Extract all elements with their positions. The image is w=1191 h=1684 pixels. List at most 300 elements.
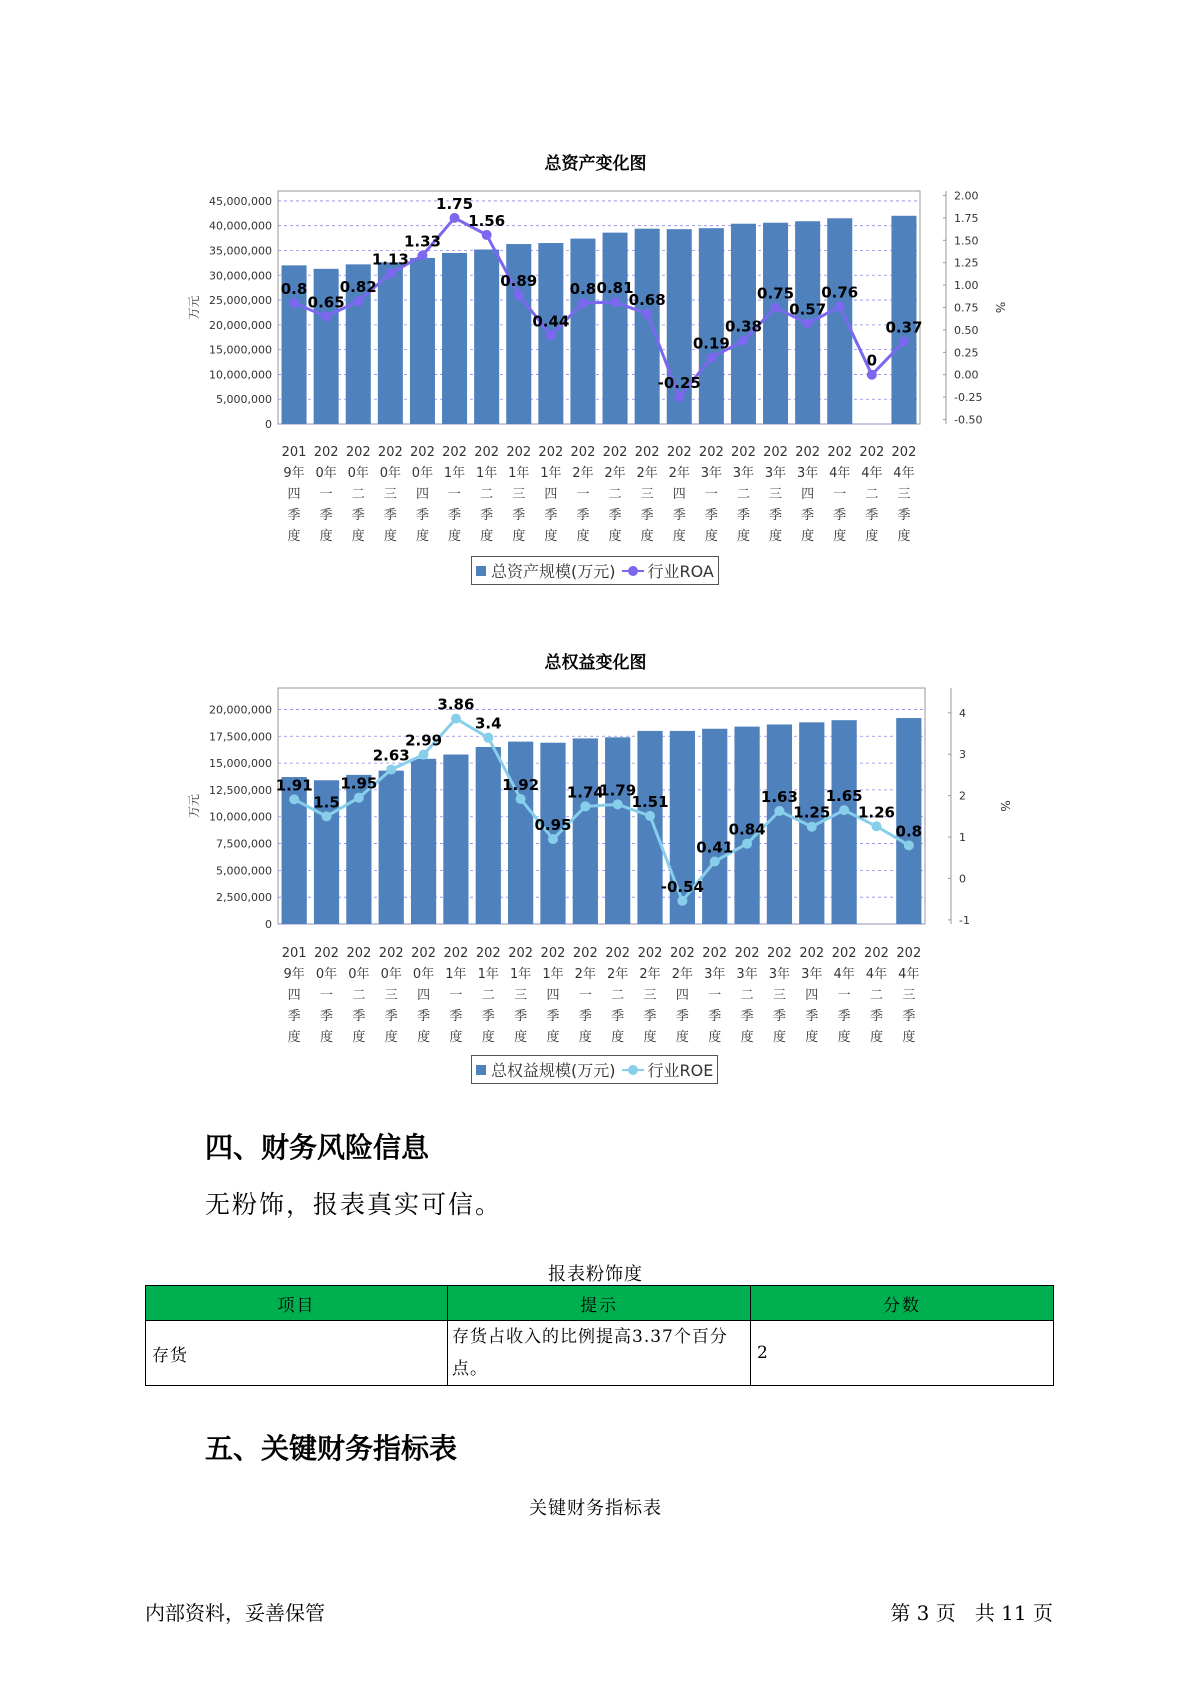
x-tick-label: 202 [345, 445, 371, 460]
x-tick-label: 1年 [542, 967, 564, 982]
x-tick-label: 季 [865, 508, 879, 523]
x-tick-label: 0年 [379, 466, 401, 481]
data-label: 0.8 [280, 280, 308, 299]
x-tick-label: 度 [801, 529, 815, 544]
x-tick-label: 二 [351, 487, 365, 502]
x-tick-label: 度 [417, 1030, 431, 1045]
x-tick-label: 202 [799, 946, 825, 961]
x-tick-label: 1年 [445, 967, 467, 982]
x-tick-label: 4年 [833, 967, 855, 982]
x-tick-label: 度 [544, 529, 558, 544]
header-hint: 提示 [448, 1286, 751, 1321]
x-tick-label: 2年 [636, 466, 658, 481]
data-label: 0.65 [307, 293, 345, 312]
x-tick-label: 1年 [509, 967, 532, 982]
x-tick-label: 二 [869, 988, 883, 1003]
x-tick-label: 202 [475, 946, 501, 961]
x-tick-label: 度 [902, 1030, 916, 1045]
x-tick-label: 二 [736, 487, 750, 502]
x-tick-label: 度 [384, 1030, 398, 1045]
x-tick-label: 202 [378, 946, 404, 961]
data-label: 0.8 [569, 280, 597, 299]
x-tick-label: 一 [449, 988, 463, 1003]
x-tick-label: 0年 [411, 466, 434, 481]
line-point [803, 319, 813, 329]
footer-right: 第 3 页 共 11 页 [890, 1601, 1053, 1625]
x-tick-label: 度 [643, 1030, 657, 1045]
x-tick-label: 202 [767, 946, 792, 961]
x-tick-label: 3年 [801, 967, 823, 982]
x-tick-label: 202 [540, 946, 566, 961]
x-tick-label: 季 [708, 1009, 722, 1024]
x-tick-label: 度 [897, 529, 911, 544]
x-tick-label: 季 [837, 1009, 851, 1024]
line-point [321, 311, 331, 321]
x-tick-label: 202 [666, 445, 692, 460]
x-tick-label: 度 [611, 1030, 625, 1045]
data-label: 0 [866, 351, 878, 370]
x-tick-label: 3年 [700, 466, 722, 481]
data-label: 3.4 [474, 714, 502, 733]
data-label: 1.91 [275, 776, 313, 795]
x-tick-label: 二 [608, 487, 622, 502]
legend-equity [471, 1055, 718, 1084]
chart-total-assets [0, 175, 1191, 575]
x-tick-label: 202 [637, 946, 663, 961]
line-point [548, 834, 558, 844]
line-point [835, 302, 845, 312]
data-label: 1.56 [468, 211, 506, 230]
x-tick-label: 季 [546, 1009, 560, 1024]
data-label: 1.51 [631, 792, 669, 811]
x-tick-label: 三 [383, 487, 397, 502]
x-tick-label: 二 [480, 487, 494, 502]
x-tick-label: 度 [740, 1030, 754, 1045]
y-tick-label: 35,000,000 [209, 244, 272, 258]
x-tick-label: 季 [514, 1009, 528, 1024]
x-tick-label: 四 [801, 487, 815, 502]
key-table-caption: 关键财务指标表 [529, 1498, 662, 1519]
bar [827, 218, 852, 424]
y-tick-label: 17,500,000 [209, 730, 272, 744]
y-axis-title: 万元 [187, 295, 201, 320]
x-tick-label: 一 [448, 487, 462, 502]
bar [508, 742, 533, 924]
risk-table [145, 1285, 1054, 1386]
x-tick-label: 季 [805, 1009, 819, 1024]
x-tick-label: 四 [417, 988, 431, 1003]
bar [635, 229, 660, 424]
bar [442, 253, 467, 424]
x-tick-label: 1年 [476, 466, 498, 481]
x-tick-label: 度 [869, 1030, 883, 1045]
x-tick-label: 202 [506, 445, 532, 460]
data-label: 1.92 [502, 775, 540, 794]
x-tick-label: 度 [320, 1030, 334, 1045]
x-tick-label: 202 [831, 946, 857, 961]
line-point [738, 336, 748, 346]
bar [474, 249, 499, 424]
x-tick-label: 度 [480, 529, 494, 544]
legend-line-swatch [622, 1065, 644, 1075]
x-tick-label: 度 [351, 529, 365, 544]
x-tick-label: 四 [287, 487, 301, 502]
x-tick-label: 度 [608, 529, 622, 544]
x-tick-label: 三 [384, 988, 398, 1003]
x-tick-label: 三 [643, 988, 657, 1003]
x-tick-label: 季 [643, 1009, 657, 1024]
x-tick-label: 2年 [671, 967, 694, 982]
x-tick-label: 季 [384, 1009, 398, 1024]
legend-line-label: 行业ROE [647, 1061, 714, 1080]
x-tick-label: 3年 [797, 466, 819, 481]
x-tick-label: 202 [474, 445, 500, 460]
data-label: -0.25 [657, 374, 701, 393]
y2-tick-label: 0 [959, 872, 966, 886]
data-label: 0.8 [895, 822, 923, 841]
y-tick-label: 5,000,000 [216, 864, 272, 878]
data-label: 1.75 [436, 194, 474, 213]
x-tick-label: 度 [837, 1030, 851, 1045]
line-point [419, 750, 429, 760]
y2-tick-label: 1.50 [954, 234, 979, 248]
legend-bar-label: 总资产规模(万元) [491, 562, 616, 581]
x-tick-label: 1年 [443, 466, 466, 481]
line-point [450, 213, 460, 223]
x-tick-label: 202 [313, 445, 339, 460]
line-point [742, 839, 752, 849]
x-tick-label: 度 [833, 529, 847, 544]
data-label: 0.81 [596, 279, 634, 298]
x-tick-label: 3年 [768, 967, 791, 982]
data-label: 0.19 [692, 334, 730, 353]
line-point [385, 268, 395, 278]
x-tick-label: 四 [415, 487, 429, 502]
cell-score: 2 [751, 1321, 1054, 1386]
x-tick-label: 202 [698, 445, 724, 460]
x-tick-label: 0年 [315, 967, 338, 982]
data-label: 1.63 [760, 787, 798, 806]
line-point [645, 811, 655, 821]
x-tick-label: 9年 [283, 967, 305, 982]
x-tick-label: 202 [605, 946, 631, 961]
y-tick-label: 45,000,000 [209, 194, 272, 208]
line-point [580, 801, 590, 811]
bar [379, 771, 404, 924]
x-tick-label: 2年 [574, 967, 596, 982]
x-tick-label: 202 [734, 946, 760, 961]
x-tick-label: 0年 [412, 967, 435, 982]
x-tick-label: 季 [383, 508, 397, 523]
data-label: 0.57 [789, 300, 827, 319]
data-label: 3.86 [437, 695, 475, 714]
x-tick-label: 度 [675, 1030, 689, 1045]
x-tick-label: 202 [602, 445, 628, 460]
x-tick-label: 三 [897, 487, 911, 502]
legend-line-swatch [622, 566, 644, 576]
x-tick-label: 一 [320, 988, 334, 1003]
x-tick-label: 0年 [347, 466, 369, 481]
line-point [386, 765, 396, 775]
x-tick-label: 四 [672, 487, 686, 502]
line-point [771, 303, 781, 313]
x-tick-label: 202 [896, 946, 922, 961]
bar [767, 724, 792, 924]
y2-tick-label: 2.00 [954, 189, 979, 203]
x-tick-label: 202 [443, 946, 469, 961]
x-tick-label: 季 [640, 508, 654, 523]
y2-axis-title: % [993, 301, 1007, 314]
data-label: 0.82 [339, 278, 377, 297]
bar [573, 738, 598, 924]
x-tick-label: 4年 [865, 967, 888, 982]
line-point [706, 353, 716, 363]
line-point [774, 806, 784, 816]
y-tick-label: 12,500,000 [209, 783, 272, 797]
bar [603, 233, 628, 424]
y2-tick-label: -0.25 [954, 391, 983, 405]
legend-bar-swatch [476, 1065, 486, 1075]
data-label: 0.37 [885, 318, 923, 337]
y2-tick-label: 0.25 [954, 346, 979, 360]
x-tick-label: 季 [352, 1009, 366, 1024]
x-tick-label: 度 [352, 1030, 366, 1045]
x-tick-label: 202 [827, 445, 853, 460]
legend-bar-label: 总权益规模(万元) [491, 1061, 616, 1080]
x-tick-label: 4年 [861, 466, 883, 481]
data-label: 2.63 [372, 746, 410, 765]
y2-tick-label: 1.00 [954, 279, 979, 293]
x-tick-label: 202 [346, 946, 372, 961]
line-point [867, 370, 877, 380]
line-point [871, 821, 881, 831]
legend-bar-swatch [476, 566, 486, 576]
x-tick-label: 四 [675, 988, 689, 1003]
line-point [289, 298, 299, 308]
x-tick-label: 二 [611, 988, 625, 1003]
legend-assets [471, 556, 719, 585]
y-tick-label: 7,500,000 [216, 837, 272, 851]
line-point [677, 896, 687, 906]
x-tick-label: 季 [769, 508, 783, 523]
y-tick-label: 0 [265, 918, 272, 931]
x-tick-label: 度 [287, 1030, 301, 1045]
x-tick-label: 4年 [898, 967, 920, 982]
x-tick-label: 三 [769, 487, 783, 502]
x-tick-label: 二 [352, 988, 366, 1003]
x-tick-label: 0年 [380, 967, 402, 982]
x-tick-label: 202 [731, 445, 756, 460]
bar [378, 262, 403, 424]
x-tick-label: 季 [320, 1009, 334, 1024]
x-tick-label: 202 [859, 445, 885, 460]
x-tick-label: 季 [512, 508, 526, 523]
bar [314, 269, 339, 424]
x-tick-label: 季 [319, 508, 333, 523]
x-tick-label: 度 [514, 1030, 528, 1045]
bar [896, 718, 921, 924]
x-tick-label: 度 [772, 1030, 786, 1045]
x-tick-label: 季 [480, 508, 494, 523]
data-label: 1.65 [825, 787, 863, 806]
x-tick-label: 季 [833, 508, 847, 523]
x-tick-label: 季 [772, 1009, 786, 1024]
data-label: 1.13 [371, 250, 409, 269]
x-tick-label: 季 [672, 508, 686, 523]
x-tick-label: 度 [448, 529, 462, 544]
x-tick-label: 四 [546, 988, 560, 1003]
line-point [451, 714, 461, 724]
bar [410, 258, 435, 424]
section5-heading: 五、关键财务指标表 [205, 1432, 458, 1465]
x-tick-label: 三 [902, 988, 916, 1003]
bar [637, 731, 662, 924]
x-tick-label: 202 [377, 445, 403, 460]
y-tick-label: 20,000,000 [209, 318, 272, 332]
data-label: 0.89 [500, 271, 538, 290]
x-tick-label: 季 [902, 1009, 916, 1024]
x-tick-label: 度 [708, 1030, 722, 1045]
x-tick-label: 四 [544, 487, 558, 502]
x-tick-label: 度 [769, 529, 783, 544]
header-score: 分数 [751, 1286, 1054, 1321]
x-tick-label: 三 [640, 487, 654, 502]
bar [832, 720, 857, 924]
data-label: 1.5 [313, 793, 340, 812]
x-tick-label: 202 [763, 445, 788, 460]
x-tick-label: 季 [740, 1009, 754, 1024]
y-tick-label: 10,000,000 [209, 810, 272, 824]
x-tick-label: 度 [512, 529, 526, 544]
x-tick-label: 四 [287, 988, 301, 1003]
x-tick-label: 季 [287, 1009, 301, 1024]
y2-tick-label: -0.50 [954, 413, 983, 427]
x-tick-label: 一 [833, 487, 847, 502]
x-tick-label: 季 [449, 1009, 463, 1024]
x-tick-label: 度 [640, 529, 654, 544]
x-tick-label: 季 [351, 508, 365, 523]
x-tick-label: 季 [869, 1009, 883, 1024]
line-point [807, 822, 817, 832]
x-tick-label: 三 [514, 988, 528, 1003]
x-tick-label: 0年 [315, 466, 337, 481]
cell-hint: 存货占收入的比例提高3.37个百分点。 [448, 1321, 751, 1386]
y2-tick-label: 3 [959, 748, 966, 762]
x-tick-label: 一 [704, 487, 718, 502]
x-tick-label: 一 [837, 988, 851, 1003]
y2-tick-label: 1.75 [954, 211, 979, 225]
x-tick-label: 季 [611, 1009, 625, 1024]
x-tick-label: 202 [410, 445, 435, 460]
x-tick-label: 二 [481, 988, 495, 1003]
x-tick-label: 202 [570, 445, 596, 460]
x-tick-label: 季 [675, 1009, 689, 1024]
line-point [674, 392, 684, 402]
data-label: 1.79 [599, 781, 637, 800]
x-tick-label: 202 [538, 445, 564, 460]
y-tick-label: 2,500,000 [216, 891, 272, 905]
chart-title-equity: 总权益变化图 [544, 653, 647, 673]
x-tick-label: 度 [383, 529, 397, 544]
data-label: 2.99 [405, 731, 443, 750]
x-tick-label: 201 [281, 445, 307, 460]
data-label: 0.38 [724, 317, 762, 336]
x-tick-label: 3年 [704, 967, 726, 982]
section4-paragraph: 无粉饰，报表真实可信。 [205, 1190, 503, 1219]
line-point [710, 856, 720, 866]
line-point [482, 230, 492, 240]
y2-tick-label: 4 [959, 706, 966, 720]
x-tick-label: 1年 [508, 466, 530, 481]
table-header-row [146, 1286, 1054, 1321]
legend-line-label: 行业ROA [647, 562, 714, 581]
x-tick-label: 三 [512, 487, 526, 502]
y2-tick-label: 0.00 [954, 368, 979, 382]
x-tick-label: 2年 [639, 967, 661, 982]
data-label: 1.95 [340, 774, 378, 793]
y-tick-label: 15,000,000 [209, 343, 272, 357]
x-tick-label: 季 [608, 508, 622, 523]
x-tick-label: 4年 [829, 466, 851, 481]
bar [443, 755, 468, 924]
line-point [354, 793, 364, 803]
line-point [546, 330, 556, 340]
x-tick-label: 度 [546, 1030, 560, 1045]
y2-axis-title: % [998, 800, 1012, 812]
x-tick-label: 1年 [477, 967, 499, 982]
bar [570, 239, 595, 424]
line-point [904, 840, 914, 850]
bar [411, 759, 436, 924]
data-label: 0.44 [532, 312, 570, 331]
x-tick-label: 季 [801, 508, 815, 523]
line-point [289, 794, 299, 804]
x-tick-label: 度 [704, 529, 718, 544]
x-tick-label: 202 [634, 445, 660, 460]
x-tick-label: 季 [417, 1009, 431, 1024]
header-item: 项目 [146, 1286, 448, 1321]
line-point [417, 251, 427, 261]
footer-left: 内部资料，妥善保管 [145, 1601, 325, 1625]
data-label: -0.54 [660, 877, 704, 896]
line-point [322, 811, 332, 821]
x-tick-label: 季 [897, 508, 911, 523]
y-tick-label: 20,000,000 [209, 703, 272, 717]
chart-total-equity [0, 674, 1191, 1074]
x-tick-label: 202 [314, 946, 339, 961]
y2-tick-label: 0.50 [954, 323, 979, 337]
x-tick-label: 度 [865, 529, 879, 544]
bar [763, 223, 788, 424]
line-point [899, 337, 909, 347]
bar [699, 228, 724, 424]
line-point [483, 733, 493, 743]
x-tick-label: 三 [772, 988, 786, 1003]
x-tick-label: 季 [481, 1009, 495, 1024]
data-label: 1.74 [566, 783, 604, 802]
x-tick-label: 季 [287, 508, 301, 523]
x-tick-label: 201 [281, 946, 307, 961]
line-point [516, 794, 526, 804]
x-tick-label: 1年 [540, 466, 562, 481]
x-tick-label: 3年 [736, 967, 758, 982]
x-tick-label: 202 [442, 445, 467, 460]
x-tick-label: 季 [704, 508, 718, 523]
x-tick-label: 一 [576, 487, 590, 502]
x-tick-label: 2年 [607, 967, 629, 982]
x-tick-label: 4年 [893, 466, 915, 481]
cell-item: 存货 [146, 1321, 448, 1386]
